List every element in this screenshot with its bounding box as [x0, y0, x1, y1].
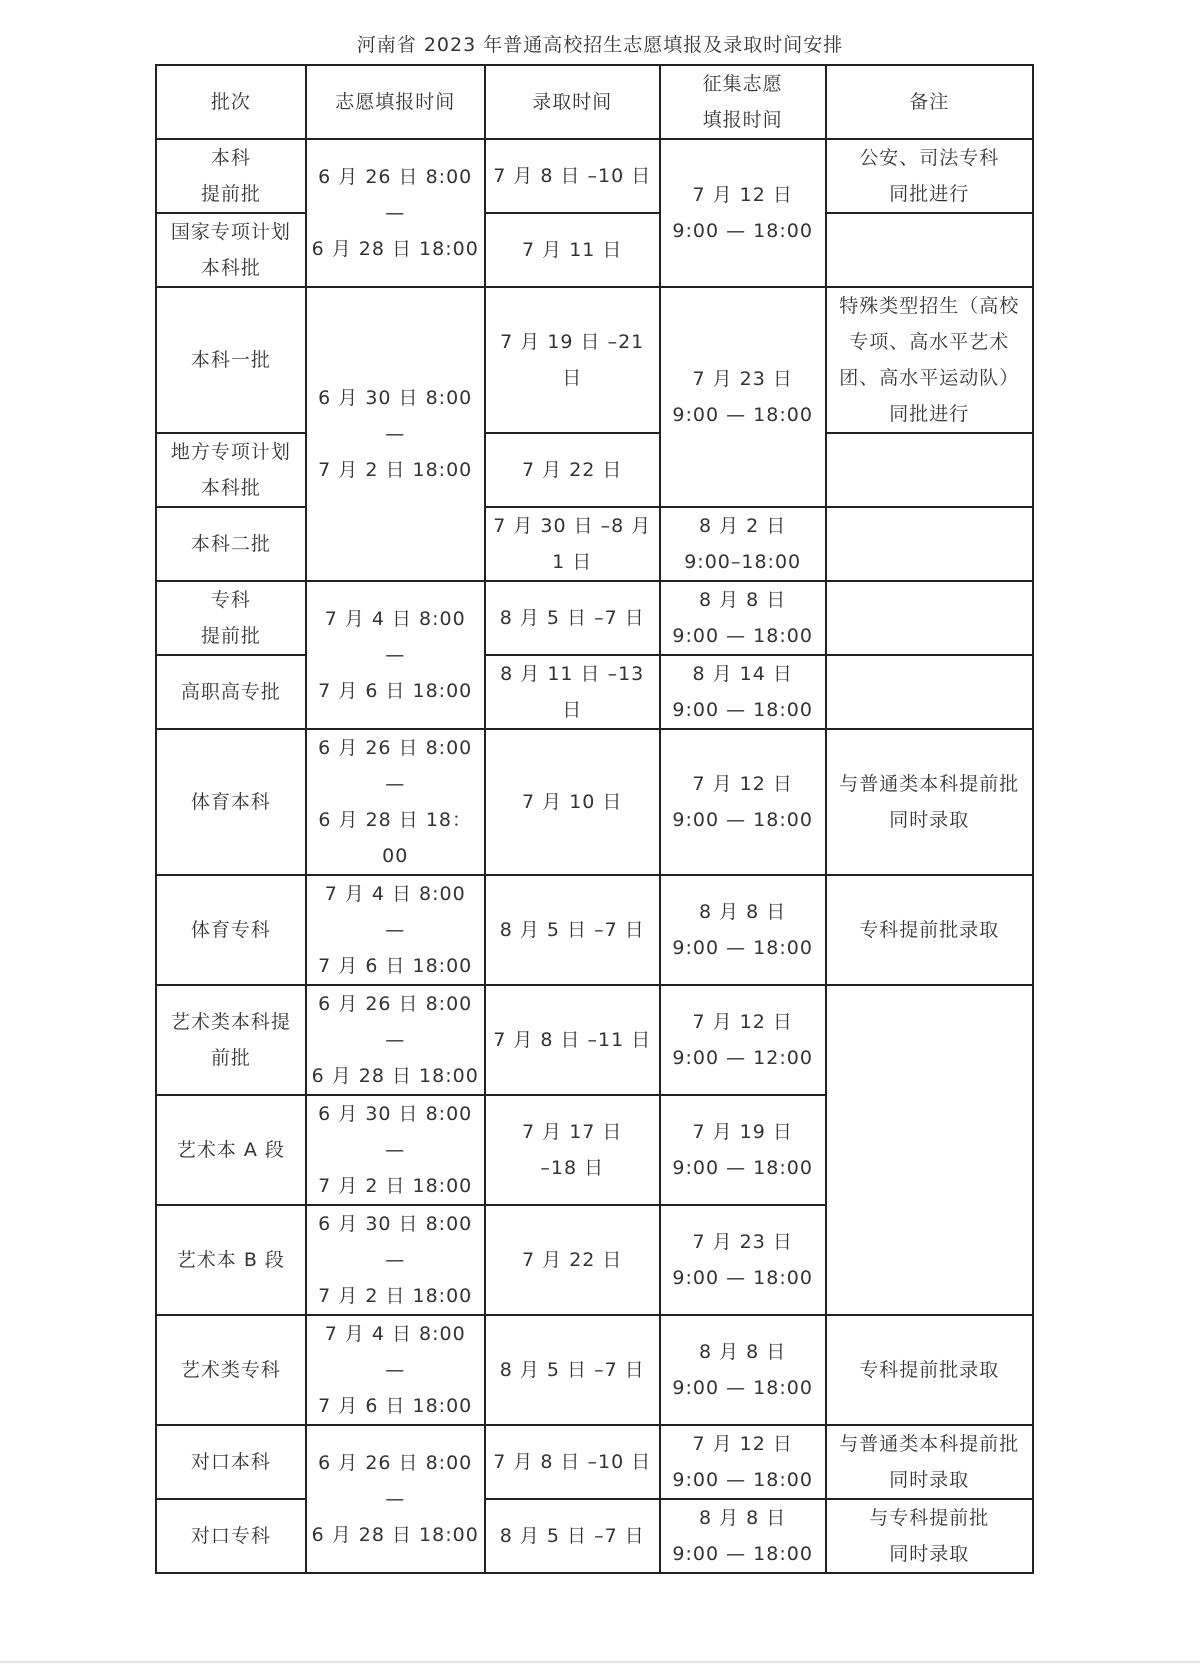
admit-time-cell: 7 月 17 日 –18 日: [485, 1095, 660, 1205]
table-row: [156, 655, 1033, 729]
collect-time-cell: 8 月 14 日 9:00 — 18:00: [660, 655, 826, 729]
collect-time-cell: 8 月 2 日 9:00–18:00: [660, 507, 826, 581]
table-row: [156, 507, 1033, 581]
fill-time-cell: 6 月 30 日 8:00 — 7 月 2 日 18:00: [306, 1095, 485, 1205]
note-cell: 与专科提前批 同时录取: [826, 1499, 1033, 1573]
admit-time-cell: 7 月 11 日: [485, 213, 660, 287]
batch-cell: 艺术本 A 段: [156, 1095, 306, 1205]
table-row: [156, 433, 1033, 507]
batch-cell: 艺术类本科提 前批: [156, 985, 306, 1095]
batch-cell: 高职高专批: [156, 655, 306, 729]
note-cell: 专科提前批录取: [826, 1315, 1033, 1425]
table-row: [156, 1315, 1033, 1425]
admit-time-cell: 7 月 30 日 –8 月 1 日: [485, 507, 660, 581]
header-cell: 录取时间: [485, 65, 660, 139]
fill-time-cell: 6 月 30 日 8:00 — 7 月 2 日 18:00: [306, 287, 485, 581]
batch-cell: 地方专项计划 本科批: [156, 433, 306, 507]
header-cell: 征集志愿 填报时间: [660, 65, 826, 139]
table-row: [156, 1425, 1033, 1499]
table-row: [156, 287, 1033, 433]
admit-time-cell: 7 月 8 日 –10 日: [485, 139, 660, 213]
table-row: [156, 729, 1033, 875]
collect-time-cell: 7 月 12 日 9:00 — 18:00: [660, 1425, 826, 1499]
batch-cell: 本科二批: [156, 507, 306, 581]
collect-time-cell: 7 月 12 日 9:00 — 18:00: [660, 729, 826, 875]
table-row: [156, 213, 1033, 287]
document-title: 河南省 2023 年普通高校招生志愿填报及录取时间安排: [356, 34, 844, 56]
note-cell: 与普通类本科提前批 同时录取: [826, 1425, 1033, 1499]
header-cell: 批次: [156, 65, 306, 139]
fill-time-cell: 6 月 26 日 8:00 — 6 月 28 日 18:00: [306, 985, 485, 1095]
header-cell: 备注: [826, 65, 1033, 139]
batch-cell: 对口专科: [156, 1499, 306, 1573]
table-row: [156, 581, 1033, 655]
collect-time-cell: 8 月 8 日 9:00 — 18:00: [660, 875, 826, 985]
batch-cell: 国家专项计划 本科批: [156, 213, 306, 287]
batch-cell: 艺术类专科: [156, 1315, 306, 1425]
collect-time-cell: 7 月 12 日 9:00 — 12:00: [660, 985, 826, 1095]
admit-time-cell: 7 月 8 日 –11 日: [485, 985, 660, 1095]
batch-cell: 专科 提前批: [156, 581, 306, 655]
page-bottom-divider: [0, 1661, 1200, 1663]
collect-time-cell: 7 月 23 日 9:00 — 18:00: [660, 287, 826, 507]
note-cell: [826, 433, 1033, 507]
batch-cell: 对口本科: [156, 1425, 306, 1499]
admit-time-cell: 8 月 5 日 –7 日: [485, 1315, 660, 1425]
note-cell: [826, 655, 1033, 729]
note-cell: [826, 507, 1033, 581]
fill-time-cell: 7 月 4 日 8:00 — 7 月 6 日 18:00: [306, 875, 485, 985]
table-row: [156, 875, 1033, 985]
fill-time-cell: 6 月 26 日 8:00 — 6 月 28 日 18:00: [306, 1425, 485, 1573]
table-row: [156, 1499, 1033, 1573]
collect-time-cell: 7 月 23 日 9:00 — 18:00: [660, 1205, 826, 1315]
admit-time-cell: 8 月 5 日 –7 日: [485, 1499, 660, 1573]
admit-time-cell: 7 月 22 日: [485, 433, 660, 507]
header-cell: 志愿填报时间: [306, 65, 485, 139]
collect-time-cell: 7 月 19 日 9:00 — 18:00: [660, 1095, 826, 1205]
fill-time-cell: 6 月 30 日 8:00 — 7 月 2 日 18:00: [306, 1205, 485, 1315]
note-cell: [826, 213, 1033, 287]
collect-time-cell: 7 月 12 日 9:00 — 18:00: [660, 139, 826, 287]
note-cell: 专科提前批录取: [826, 875, 1033, 985]
table-row: [156, 985, 1033, 1095]
fill-time-cell: 7 月 4 日 8:00 — 7 月 6 日 18:00: [306, 1315, 485, 1425]
batch-cell: 本科一批: [156, 287, 306, 433]
batch-cell: 艺术本 B 段: [156, 1205, 306, 1315]
collect-time-cell: 8 月 8 日 9:00 — 18:00: [660, 1315, 826, 1425]
note-cell: 特殊类型招生（高校 专项、高水平艺术 团、高水平运动队） 同批进行: [826, 287, 1033, 433]
collect-time-cell: 8 月 8 日 9:00 — 18:00: [660, 581, 826, 655]
admit-time-cell: 7 月 22 日: [485, 1205, 660, 1315]
admit-time-cell: 7 月 19 日 –21 日: [485, 287, 660, 433]
note-cell: 与普通类本科提前批 同时录取: [826, 729, 1033, 875]
note-cell: 公安、司法专科 同批进行: [826, 139, 1033, 213]
note-cell: [826, 581, 1033, 655]
batch-cell: 体育专科: [156, 875, 306, 985]
admit-time-cell: 7 月 10 日: [485, 729, 660, 875]
fill-time-cell: 6 月 26 日 8:00 — 6 月 28 日 18:00: [306, 139, 485, 287]
collect-time-cell: 8 月 8 日 9:00 — 18:00: [660, 1499, 826, 1573]
fill-time-cell: 7 月 4 日 8:00 — 7 月 6 日 18:00: [306, 581, 485, 729]
batch-cell: 体育本科: [156, 729, 306, 875]
table-header-row: [156, 65, 1033, 139]
admit-time-cell: 8 月 11 日 –13 日: [485, 655, 660, 729]
batch-cell: 本科 提前批: [156, 139, 306, 213]
fill-time-cell: 6 月 26 日 8:00 — 6 月 28 日 18： 00: [306, 729, 485, 875]
admit-time-cell: 7 月 8 日 –10 日: [485, 1425, 660, 1499]
admission-schedule-table: [155, 64, 1034, 1574]
admit-time-cell: 8 月 5 日 –7 日: [485, 581, 660, 655]
admit-time-cell: 8 月 5 日 –7 日: [485, 875, 660, 985]
note-cell: [826, 985, 1033, 1315]
table-row: [156, 139, 1033, 213]
